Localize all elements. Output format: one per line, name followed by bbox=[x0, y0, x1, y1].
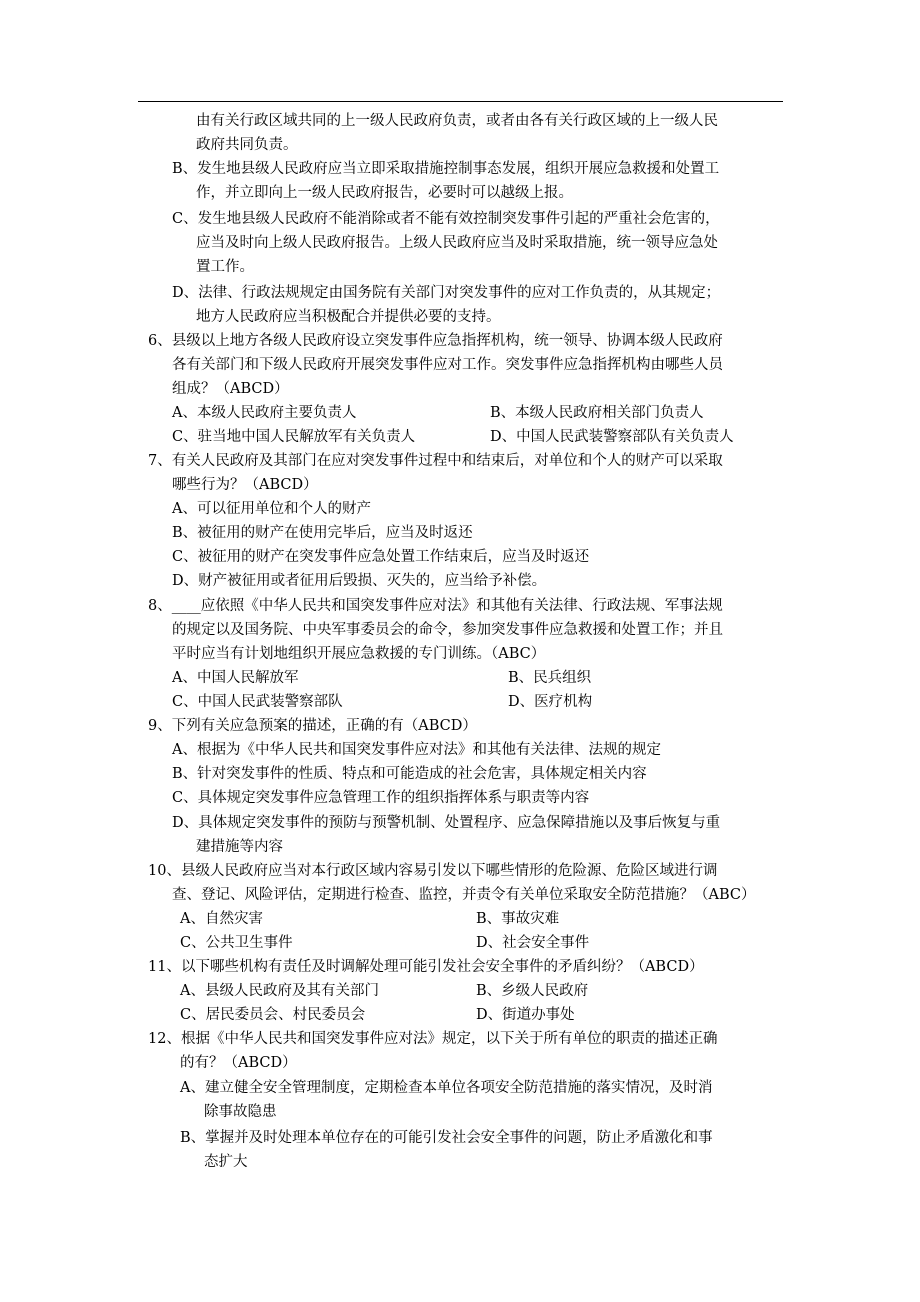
q8-stem-cont: 平时应当有计划地组织开展应急救援的专门训练。（ABC） bbox=[172, 646, 546, 662]
q5-option-c: C、发生地县级人民政府不能消除或者不能有效控制突发事件引起的严重社会危害的， bbox=[172, 211, 720, 227]
q9-stem: 9、下列有关应急预案的描述，正确的有（ABCD） bbox=[148, 718, 477, 734]
q12-option-b: B、掌握并及时处理本单位存在的可能引发社会安全事件的问题，防止矛盾激化和事 bbox=[180, 1130, 713, 1146]
q6-stem: 6、县级以上地方各级人民政府设立突发事件应急指挥机构，统一领导、协调本级人民政府 bbox=[148, 333, 723, 349]
q10-option-b: B、事故灾难 bbox=[476, 911, 560, 927]
q6-option-a: A、本级人民政府主要负责人 bbox=[172, 405, 357, 421]
q6-stem-cont: 各有关部门和下级人民政府开展突发事件应对工作。突发事件应急指挥机构由哪些人员 bbox=[172, 357, 723, 373]
q8-option-d: D、医疗机构 bbox=[508, 694, 593, 710]
q8-option-b: B、民兵组织 bbox=[508, 670, 592, 686]
q8-option-c: C、中国人民武装警察部队 bbox=[172, 694, 343, 710]
q5-option-d: D、法律、行政法规规定由国务院有关部门对突发事件的应对工作负责的，从其规定； bbox=[172, 285, 721, 301]
q8-stem: 8、____应依照《中华人民共和国突发事件应对法》和其他有关法律、行政法规、军事法规 bbox=[148, 598, 723, 614]
q8-option-a: A、中国人民解放军 bbox=[172, 670, 299, 686]
q11-option-d: D、街道办事处 bbox=[476, 1007, 575, 1023]
q7-option-c: C、被征用的财产在突发事件应急处置工作结束后，应当及时返还 bbox=[172, 549, 590, 565]
q7-stem-cont: 哪些行为？（ABCD） bbox=[172, 477, 318, 493]
q10-stem-cont: 查、登记、风险评估，定期进行检查、监控，并责令有关单位采取安全防范措施？（ABC） bbox=[172, 887, 756, 903]
q5-option-d-cont: 地方人民政府应当积极配合并提供必要的支持。 bbox=[196, 309, 501, 325]
q9-option-a: A、根据为《中华人民共和国突发事件应对法》和其他有关法律、法规的规定 bbox=[172, 742, 661, 758]
continuation-line: 政府共同负责。 bbox=[196, 137, 298, 153]
q11-stem: 11、以下哪些机构有责任及时调解处理可能引发社会安全事件的矛盾纠纷？（ABCD） bbox=[148, 959, 704, 975]
q10-option-d: D、社会安全事件 bbox=[476, 935, 590, 951]
q12-stem: 12、根据《中华人民共和国突发事件应对法》规定，以下关于所有单位的职责的描述正确 bbox=[148, 1031, 718, 1047]
q5-option-c-cont: 置工作。 bbox=[196, 259, 254, 275]
q8-stem-cont: 的规定以及国务院、中央军事委员会的命令，参加突发事件应急救援和处置工作；并且 bbox=[172, 622, 723, 638]
q12-stem-cont: 的有？（ABCD） bbox=[180, 1055, 297, 1071]
header-rule bbox=[138, 101, 783, 102]
q10-option-a: A、自然灾害 bbox=[180, 911, 263, 927]
q7-stem: 7、有关人民政府及其部门在应对突发事件过程中和结束后，对单位和个人的财产可以采取 bbox=[148, 453, 723, 469]
q12-option-a: A、建立健全安全管理制度，定期检查本单位各项安全防范措施的落实情况，及时消 bbox=[180, 1080, 713, 1096]
q7-option-d: D、财产被征用或者征用后毁损、灭失的，应当给予补偿。 bbox=[172, 573, 547, 589]
q9-option-d: D、具体规定突发事件的预防与预警机制、处置程序、应急保障措施以及事后恢复与重 bbox=[172, 815, 721, 831]
q10-option-c: C、公共卫生事件 bbox=[180, 935, 293, 951]
q7-option-a: A、可以征用单位和个人的财产 bbox=[172, 501, 371, 517]
q6-option-c: C、驻当地中国人民解放军有关负责人 bbox=[172, 429, 416, 445]
q9-option-d-cont: 建措施等内容 bbox=[196, 839, 283, 855]
q6-option-d: D、中国人民武装警察部队有关负责人 bbox=[490, 429, 734, 445]
q11-option-b: B、乡级人民政府 bbox=[476, 983, 589, 999]
q6-stem-cont: 组成？（ABCD） bbox=[172, 381, 289, 397]
q7-option-b: B、被征用的财产在使用完毕后，应当及时返还 bbox=[172, 525, 473, 541]
q9-option-c: C、具体规定突发事件应急管理工作的组织指挥体系与职责等内容 bbox=[172, 790, 590, 806]
q10-stem: 10、县级人民政府应当对本行政区域内容易引发以下哪些情形的危险源、危险区域进行调 bbox=[148, 863, 718, 879]
q6-option-b: B、本级人民政府相关部门负责人 bbox=[490, 405, 704, 421]
continuation-line: 由有关行政区域共同的上一级人民政府负责，或者由各有关行政区域的上一级人民 bbox=[196, 113, 718, 129]
q5-option-b-cont: 作，并立即向上一级人民政府报告，必要时可以越级上报。 bbox=[196, 185, 573, 201]
q11-option-a: A、县级人民政府及其有关部门 bbox=[180, 983, 379, 999]
q5-option-c-cont: 应当及时向上级人民政府报告。上级人民政府应当及时采取措施，统一领导应急处 bbox=[196, 235, 718, 251]
q12-option-a-cont: 除事故隐患 bbox=[204, 1104, 277, 1120]
q5-option-b: B、发生地县级人民政府应当立即采取措施控制事态发展，组织开展应急救援和处置工 bbox=[172, 161, 720, 177]
q12-option-b-cont: 态扩大 bbox=[204, 1154, 248, 1170]
q9-option-b: B、针对突发事件的性质、特点和可能造成的社会危害，具体规定相关内容 bbox=[172, 766, 647, 782]
q11-option-c: C、居民委员会、村民委员会 bbox=[180, 1007, 366, 1023]
